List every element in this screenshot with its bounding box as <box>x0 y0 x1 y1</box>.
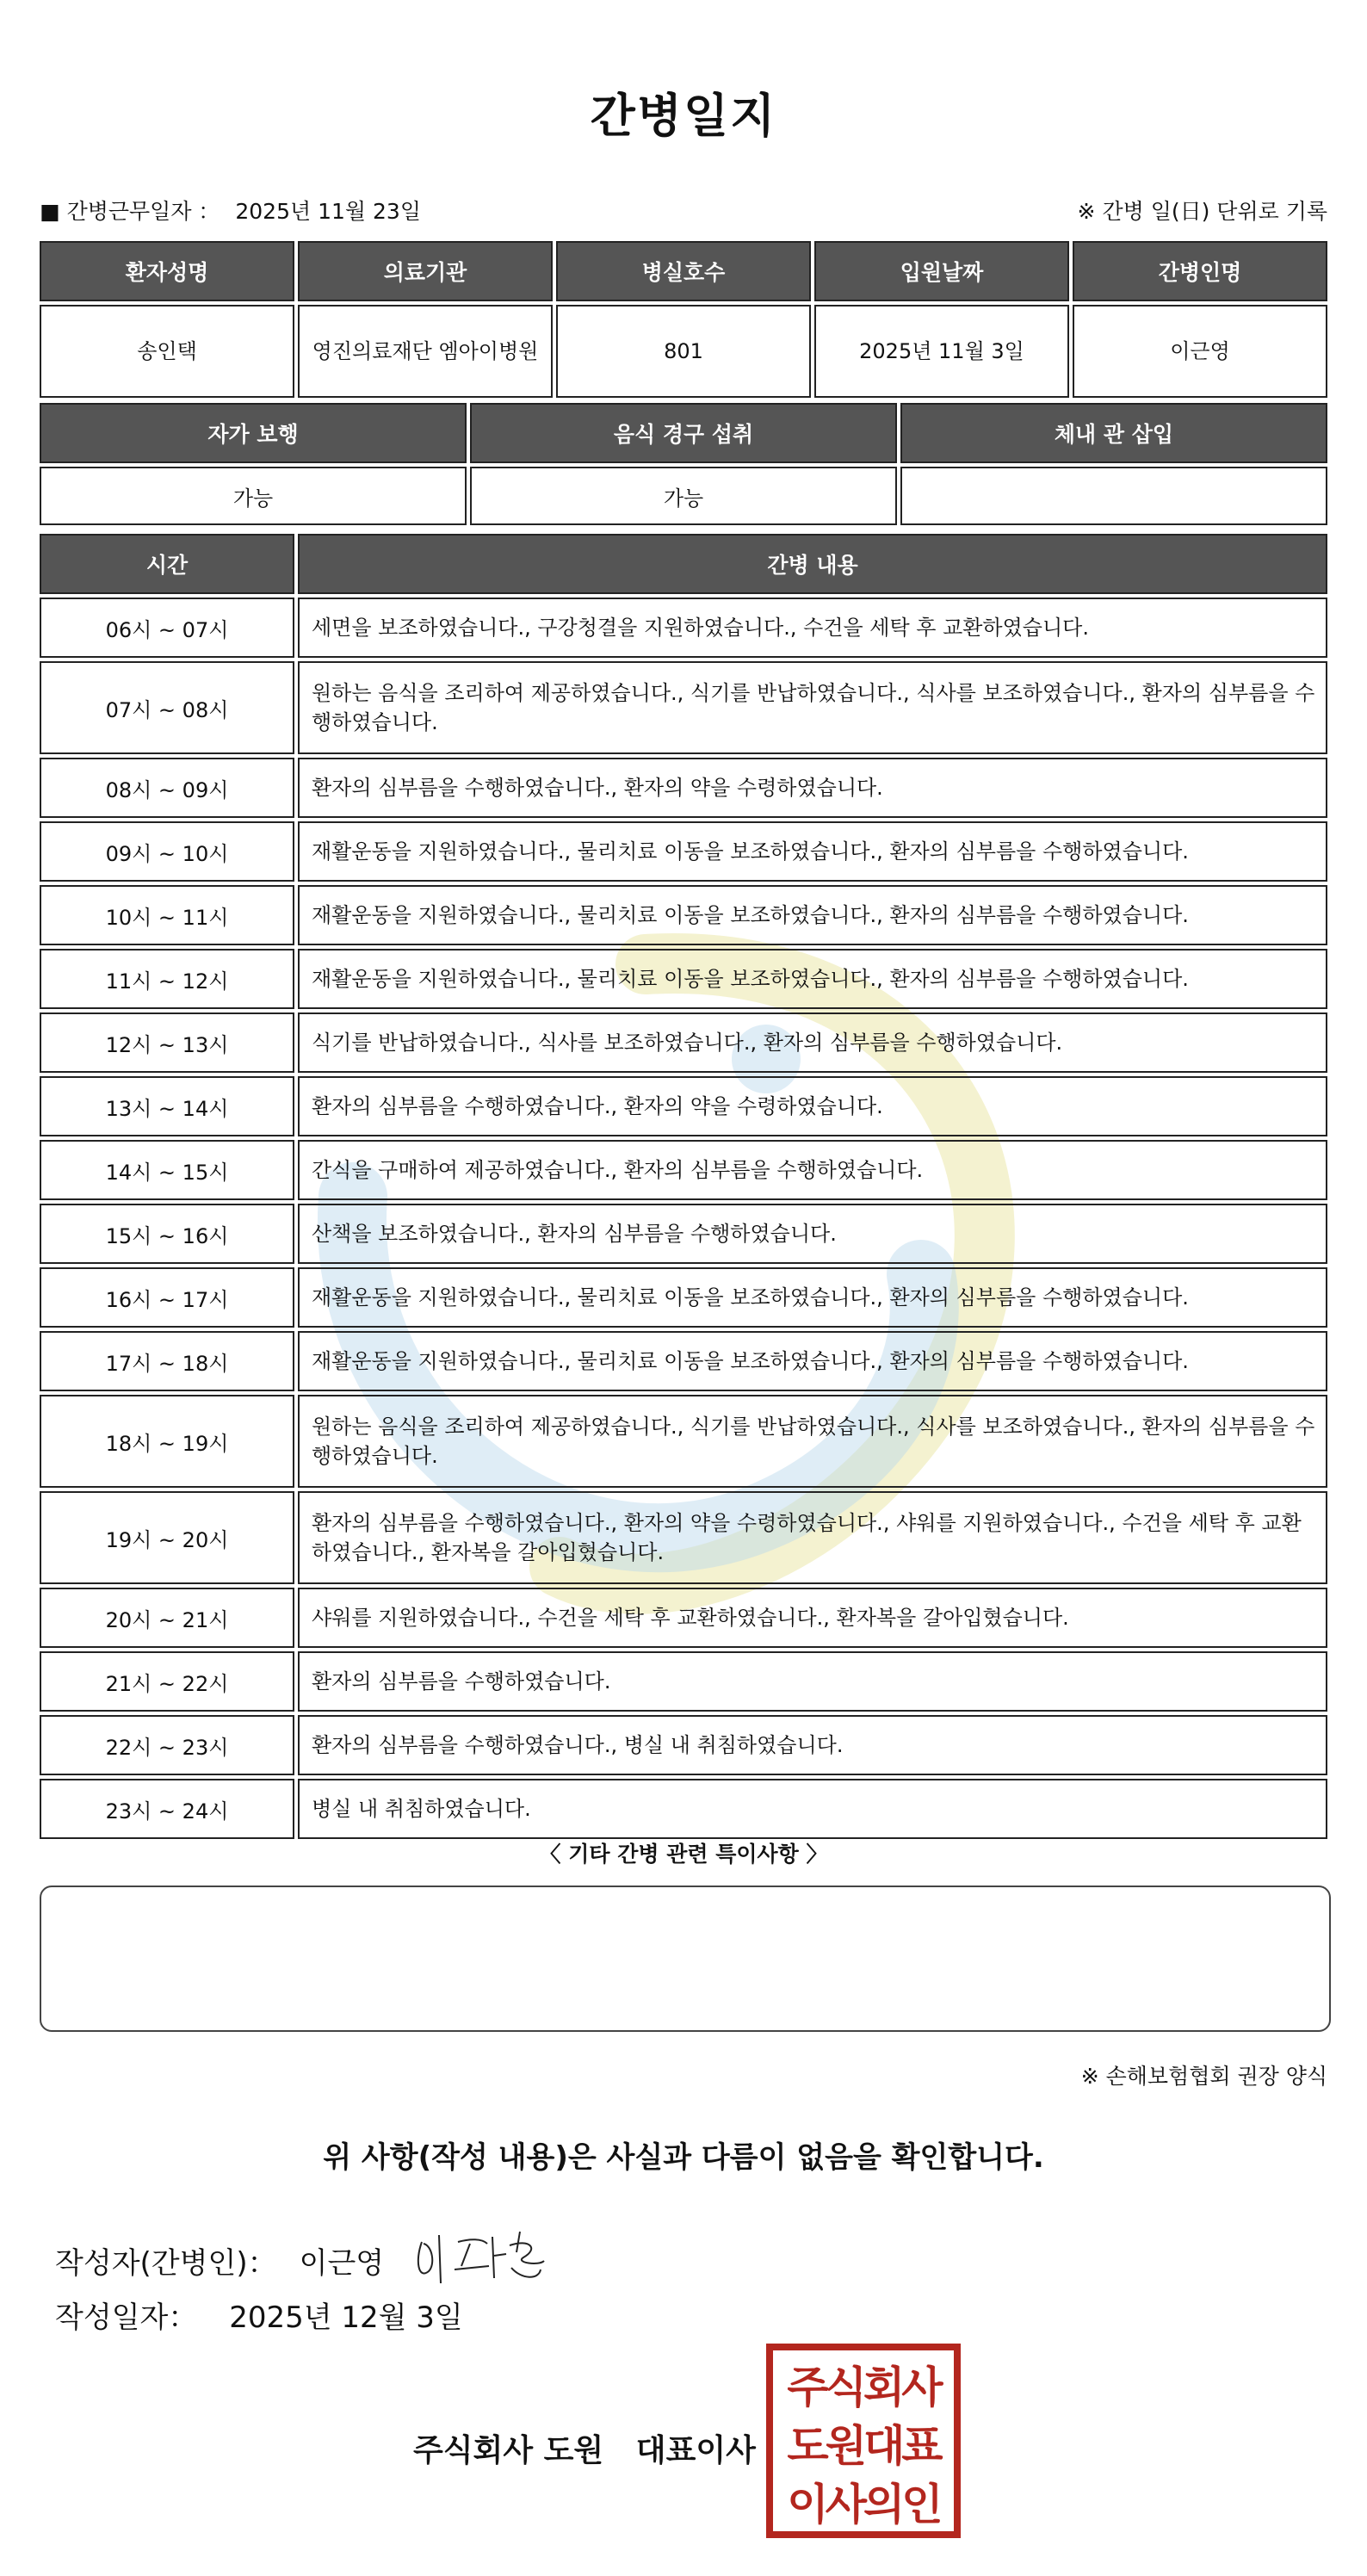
log-time: 18시 ~ 19시 <box>40 1395 294 1488</box>
oral-intake-value: 가능 <box>470 467 897 525</box>
table-row <box>40 661 1327 754</box>
table-row <box>40 821 1327 882</box>
log-content: 환자의 심부름을 수행하였습니다., 병실 내 취침하였습니다. <box>298 1715 1327 1775</box>
tube-insertion-value <box>900 467 1327 525</box>
record-unit-note: ※ 간병 일(日) 단위로 기록 <box>1077 199 1327 224</box>
patient-name: 송인택 <box>40 305 294 398</box>
patient-info-header-row <box>40 241 1327 301</box>
svg-text:도원대표: 도원대표 <box>787 2421 940 2471</box>
table-row <box>40 1267 1327 1328</box>
log-time: 10시 ~ 11시 <box>40 885 294 945</box>
header-tube-insertion: 체내 관 삽입 <box>900 403 1327 463</box>
log-content: 원하는 음식을 조리하여 제공하였습니다., 식기를 반납하였습니다., 식사를 보조하였습니다., 환자의 심부름을 수행하였습니다. <box>298 661 1327 754</box>
log-content: 재활운동을 지원하였습니다., 물리치료 이동을 보조하였습니다., 환자의 심부름을 수행하였습니다. <box>298 1267 1327 1328</box>
log-content: 재활운동을 지원하였습니다., 물리치료 이동을 보조하였습니다., 환자의 심부름을 수행하였습니다. <box>298 949 1327 1009</box>
header-hospital: 의료기관 <box>298 241 553 301</box>
table-row <box>40 1588 1327 1648</box>
patient-status-header-row <box>40 403 1327 463</box>
log-time: 11시 ~ 12시 <box>40 949 294 1009</box>
special-notes-box <box>40 1886 1331 2032</box>
patient-info-value-row <box>40 305 1327 398</box>
table-row <box>40 758 1327 818</box>
log-content: 환자의 심부름을 수행하였습니다., 환자의 약을 수령하였습니다. <box>298 1076 1327 1136</box>
patient-info-table <box>36 238 1331 401</box>
written-date-row <box>55 2294 463 2336</box>
log-time: 20시 ~ 21시 <box>40 1588 294 1648</box>
header-time: 시간 <box>40 534 294 594</box>
log-time: 09시 ~ 10시 <box>40 821 294 882</box>
work-date-value: 2025년 11월 23일 <box>235 199 421 224</box>
log-content: 간식을 구매하여 제공하였습니다., 환자의 심부름을 수행하였습니다. <box>298 1140 1327 1200</box>
company-representative: 주식회사 도원 대표이사 <box>413 2433 756 2468</box>
log-time: 07시 ~ 08시 <box>40 661 294 754</box>
log-content: 산책을 보조하였습니다., 환자의 심부름을 수행하였습니다. <box>298 1204 1327 1264</box>
table-row <box>40 1012 1327 1073</box>
table-row <box>40 1715 1327 1775</box>
table-row <box>40 1651 1327 1712</box>
notes-heading: 〈 기타 간병 관련 특이사항 〉 <box>539 1842 828 1867</box>
self-walking-value: 가능 <box>40 467 467 525</box>
log-time: 15시 ~ 16시 <box>40 1204 294 1264</box>
written-date-label: 작성일자： <box>55 2300 198 2335</box>
log-content: 재활운동을 지원하였습니다., 물리치료 이동을 보조하였습니다., 환자의 심부름을 수행하였습니다. <box>298 1331 1327 1391</box>
writer-label: 작성자(간병인)： <box>55 2245 277 2281</box>
header-admission-date: 입원날짜 <box>814 241 1069 301</box>
confirmation-statement: 위 사항(작성 내용)은 사실과 다름이 없음을 확인합니다. <box>323 2140 1044 2175</box>
log-content: 샤워를 지원하였습니다., 수건을 세탁 후 교환하였습니다., 환자복을 갈아입혔습니다. <box>298 1588 1327 1648</box>
log-time: 19시 ~ 20시 <box>40 1491 294 1584</box>
writer-row <box>55 2226 556 2294</box>
svg-text:이사의인: 이사의인 <box>787 2480 940 2530</box>
log-content: 원하는 음식을 조리하여 제공하였습니다., 식기를 반납하였습니다., 식사를 보조하였습니다., 환자의 심부름을 수행하였습니다. <box>298 1395 1327 1488</box>
header-oral-intake: 음식 경구 섭취 <box>470 403 897 463</box>
header-care-content: 간병 내용 <box>298 534 1327 594</box>
table-row <box>40 1204 1327 1264</box>
log-content: 재활운동을 지원하였습니다., 물리치료 이동을 보조하였습니다., 환자의 심부름을 수행하였습니다. <box>298 821 1327 882</box>
association-form-note: ※ 손해보험협회 권장 양식 <box>1080 2064 1327 2089</box>
log-time: 23시 ~ 24시 <box>40 1779 294 1839</box>
caregiver-name: 이근영 <box>1073 305 1327 398</box>
table-row <box>40 885 1327 945</box>
log-content: 세면을 보조하였습니다., 구강청결을 지원하였습니다., 수건을 세탁 후 교환하였습니다. <box>298 598 1327 658</box>
patient-status-value-row <box>40 467 1327 525</box>
document-title: 간병일지 <box>590 89 777 143</box>
care-log-table <box>36 530 1331 1842</box>
work-date <box>40 195 421 226</box>
company-seal-stamp <box>766 2344 961 2538</box>
log-time: 22시 ~ 23시 <box>40 1715 294 1775</box>
table-row <box>40 1140 1327 1200</box>
log-time: 17시 ~ 18시 <box>40 1331 294 1391</box>
table-row <box>40 949 1327 1009</box>
log-time: 06시 ~ 07시 <box>40 598 294 658</box>
log-time: 16시 ~ 17시 <box>40 1267 294 1328</box>
log-time: 14시 ~ 15시 <box>40 1140 294 1200</box>
svg-text:주식회사: 주식회사 <box>787 2362 940 2412</box>
table-row <box>40 1491 1327 1584</box>
log-content: 환자의 심부름을 수행하였습니다., 환자의 약을 수령하였습니다., 샤워를 지원하였습니다., 수건을 세탁 후 교환하였습니다., 환자복을 갈아입혔습니다. <box>298 1491 1327 1584</box>
handwritten-signature <box>410 2226 556 2294</box>
log-time: 08시 ~ 09시 <box>40 758 294 818</box>
log-content: 환자의 심부름을 수행하였습니다., 환자의 약을 수령하였습니다. <box>298 758 1327 818</box>
log-time: 21시 ~ 22시 <box>40 1651 294 1712</box>
log-time: 12시 ~ 13시 <box>40 1012 294 1073</box>
writer-name: 이근영 <box>299 2245 385 2281</box>
care-log-header-row <box>40 534 1327 594</box>
hospital-name: 영진의료재단 엠아이병원 <box>298 305 553 398</box>
table-row <box>40 1331 1327 1391</box>
log-content: 병실 내 취침하였습니다. <box>298 1779 1327 1839</box>
log-content: 재활운동을 지원하였습니다., 물리치료 이동을 보조하였습니다., 환자의 심부름을 수행하였습니다. <box>298 885 1327 945</box>
table-row <box>40 1395 1327 1488</box>
log-content: 환자의 심부름을 수행하였습니다. <box>298 1651 1327 1712</box>
header-caregiver-name: 간병인명 <box>1073 241 1327 301</box>
table-row <box>40 1076 1327 1136</box>
admission-date: 2025년 11월 3일 <box>814 305 1069 398</box>
log-time: 13시 ~ 14시 <box>40 1076 294 1136</box>
header-patient-name: 환자성명 <box>40 241 294 301</box>
header-self-walking: 자가 보행 <box>40 403 467 463</box>
header-room-number: 병실호수 <box>556 241 811 301</box>
work-date-label: ■ 간병근무일자 ： <box>40 199 220 224</box>
table-row <box>40 1779 1327 1839</box>
log-content: 식기를 반납하였습니다., 식사를 보조하였습니다., 환자의 심부름을 수행하였습니다. <box>298 1012 1327 1073</box>
room-number: 801 <box>556 305 811 398</box>
table-row <box>40 598 1327 658</box>
written-date-value: 2025년 12월 3일 <box>229 2300 463 2335</box>
patient-status-table <box>36 399 1331 529</box>
